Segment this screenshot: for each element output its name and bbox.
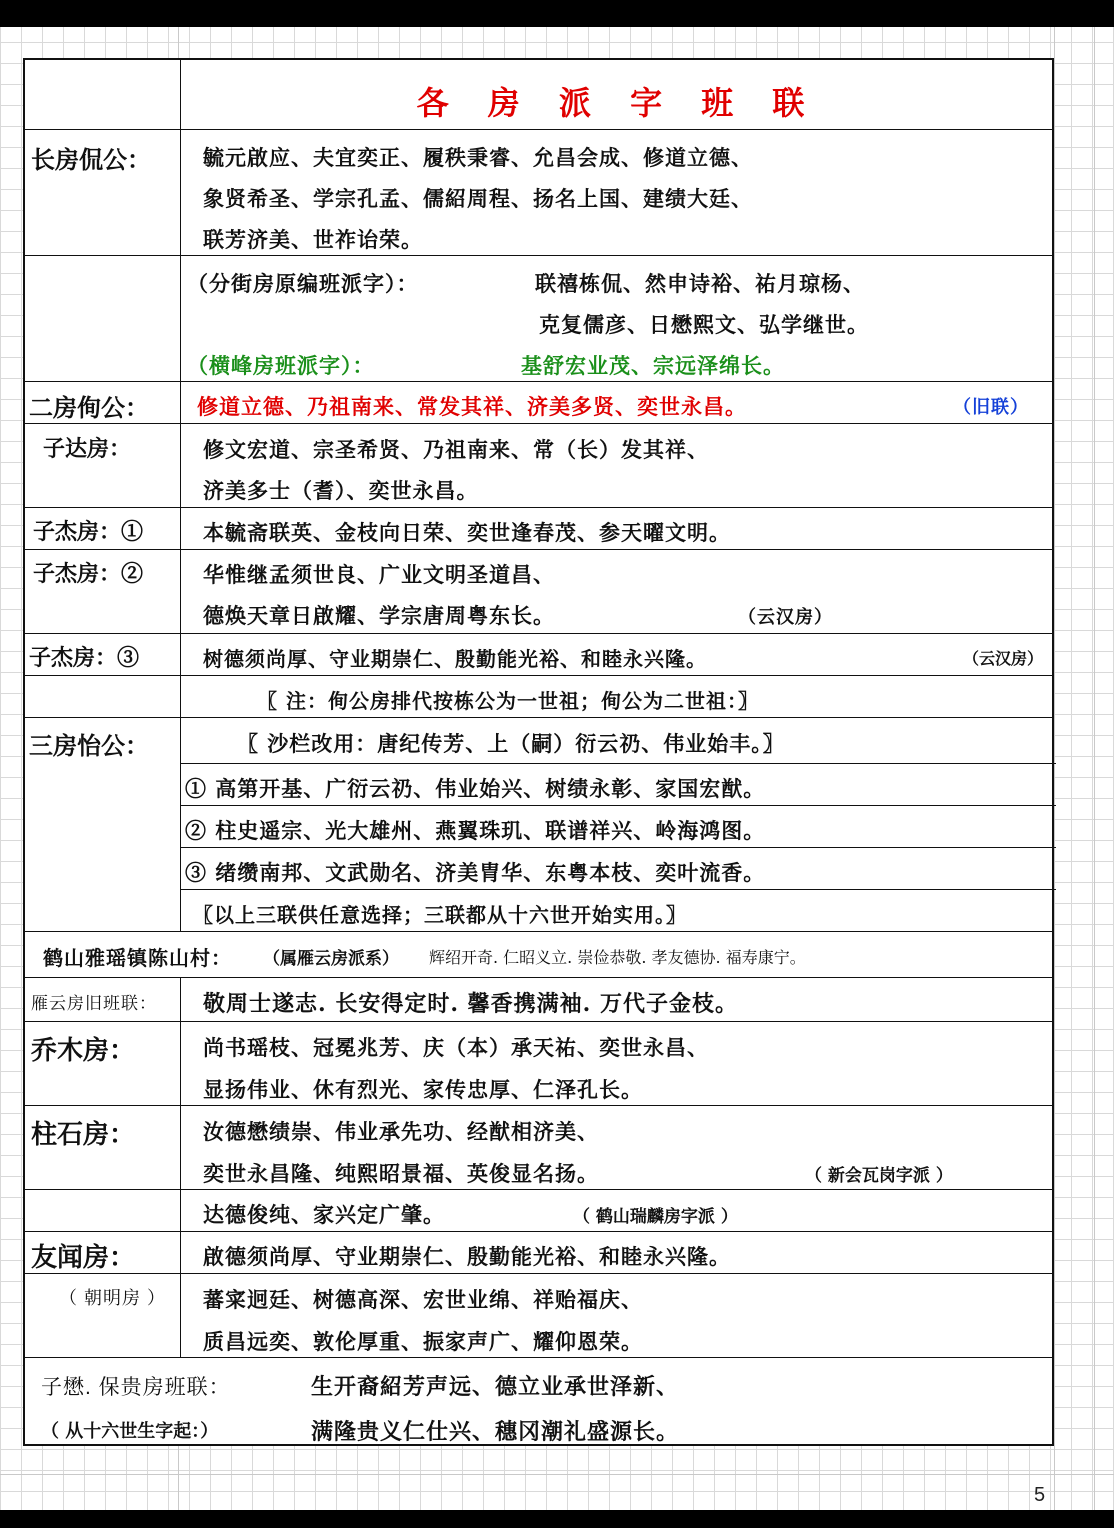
sanfang-line1-row	[181, 763, 1056, 805]
sanfang-gaiyong: 〖 沙栏改用：唐纪传芳、上（嗣）衍云礽、伟业始丰。〗	[237, 731, 785, 756]
zhushi-label: 柱石房：	[31, 1120, 136, 1150]
title-row	[25, 60, 1052, 129]
zijie2-line-2: 德焕天章日啟耀、学宗唐周粤东长。	[203, 603, 555, 628]
yanyun-row	[25, 977, 1052, 1021]
zijie3-note: （云汉房）	[963, 649, 1044, 668]
youwen-line-3: 质昌远奕、敦伦厚重、振家声广、耀仰恩荣。	[203, 1329, 643, 1354]
sanfang-line-2: ② 柱史遥宗、光大雄州、燕翼珠玑、联谱祥兴、岭海鸿图。	[185, 818, 766, 843]
zimao-label-2: （ 从十六世生字起：）	[41, 1421, 219, 1442]
sanfang-line2-row	[181, 805, 1056, 847]
sanfang-note-row	[181, 889, 1056, 931]
zida-line-2: 济美多士（耆）、奕世永昌。	[203, 478, 479, 503]
sanfang-line-3: ③ 绪缵南邦、文武勋名、济美胄华、东粤本枝、奕叶流香。	[185, 860, 766, 885]
erfang-note: （旧联）	[953, 397, 1029, 418]
zhushi-line-3: 达德俊纯、家兴定广肇。	[203, 1202, 445, 1227]
fenjie-row	[25, 255, 1052, 381]
changfang-label: 长房侃公：	[31, 145, 151, 174]
erfang-label: 二房侚公：	[29, 393, 149, 422]
hengfeng-label: （横峰房班派字）：	[187, 353, 375, 378]
zhushi-row	[25, 1105, 1052, 1189]
zijie2-label: 子杰房：②	[33, 561, 144, 587]
zijie3-label: 子杰房：③	[29, 645, 140, 671]
youwen-line-2: 蕃寀迥廷、树德高深、宏世业绵、祥贻福庆、	[203, 1287, 643, 1312]
youwen-row	[25, 1231, 1052, 1273]
heshan-row	[25, 931, 1052, 977]
heshan-text: 辉绍开奇. 仁昭义立. 崇俭恭敬. 孝友德协. 福寿康宁。	[429, 948, 806, 967]
bottom-black-bar	[0, 1510, 1114, 1528]
erfang-row	[25, 381, 1052, 423]
youwen-label: 友闻房：	[31, 1243, 136, 1273]
zijie2-row	[25, 549, 1052, 633]
changfang-line-3: 联芳济美、世祚诒荣。	[203, 227, 423, 252]
zijie3-text: 树德须尚厚、守业期崇仁、殷勤能光裕、和睦永兴隆。	[203, 647, 707, 671]
heshan-label: 鹤山雅瑶镇陈山村：	[43, 946, 232, 970]
fenjie-label: （分街房原编班派字）：	[187, 271, 419, 296]
zhu-row	[25, 675, 1052, 717]
zimao-line-1: 生开裔紹芳声远、德立业承世泽新、	[311, 1374, 680, 1400]
erfang-text: 修道立德、乃祖南来、常发其祥、济美多贤、奕世永昌。	[197, 394, 747, 419]
sanfang-row	[25, 717, 1052, 763]
changfang-line-1: 毓元啟应、夫宜奕正、履秩秉睿、允昌会成、修道立德、	[203, 145, 753, 170]
fenjie-line-2: 克复儒彦、日懋熙文、弘学继世。	[539, 312, 869, 337]
zida-label: 子达房：	[43, 436, 132, 462]
zijie2-line-1: 华惟继孟须世良、广业文明圣道昌、	[203, 562, 555, 587]
zida-line-1: 修文宏道、宗圣希贤、乃祖南来、常（长）发其祥、	[203, 437, 709, 462]
top-black-bar	[0, 0, 1114, 27]
zijie1-label: 子杰房：①	[33, 519, 144, 545]
sanfang-line3-row	[181, 847, 1056, 889]
zhu-text: 〖 注：侚公房排代按栋公为一世祖；侚公为二世祖：〗	[257, 689, 759, 713]
youwen-sub: （ 朝明房 ）	[59, 1288, 167, 1308]
qiaomu-label: 乔木房：	[31, 1036, 136, 1066]
lineage-table	[23, 58, 1054, 1446]
zimao-row	[25, 1357, 1052, 1448]
zijie2-note: （云汉房）	[738, 607, 833, 628]
yanyun-text: 敬周士遂志. 长安得定时. 馨香携满袖. 万代子金枝。	[203, 991, 738, 1017]
youwen-row-2	[25, 1273, 1052, 1357]
zida-row	[25, 423, 1052, 507]
page-number: 5	[1034, 1484, 1046, 1506]
heshan-sub: （属雁云房派系）	[263, 949, 399, 969]
zimao-label-1: 子懋. 保贵房班联：	[41, 1376, 231, 1399]
hengfeng-text: 基舒宏业茂、宗远泽绵长。	[521, 353, 785, 378]
sanfang-label: 三房怡公：	[29, 731, 149, 760]
zhushi-note-2: （ 新会瓦岗字派 ）	[805, 1166, 953, 1186]
fenjie-line-1: 联禧栋侃、然申诗裕、祐月琼杨、	[535, 271, 865, 296]
zhushi-row-3	[25, 1189, 1052, 1231]
sanfang-note: 〖以上三联供任意选择；三联都从十六世开始实用。〗	[193, 903, 687, 927]
sanfang-line-1: ① 高第开基、广衍云礽、伟业始兴、树绩永彰、家国宏猷。	[185, 776, 766, 801]
qiaomu-row	[25, 1021, 1052, 1105]
zijie1-text: 本毓斋联英、金枝向日荣、奕世逢春茂、参天曜文明。	[203, 520, 731, 545]
zijie1-row	[25, 507, 1052, 549]
zhushi-line-2: 奕世永昌隆、纯熙昭景福、英俊显名扬。	[203, 1161, 599, 1186]
qiaomu-line-2: 显扬伟业、休有烈光、家传忠厚、仁泽孔长。	[203, 1077, 643, 1102]
zijie3-row	[25, 633, 1052, 675]
yanyun-label: 雁云房旧班联：	[31, 994, 157, 1013]
zhushi-note-3: （ 鹤山瑞麟房字派 ）	[573, 1207, 738, 1227]
changfang-row	[25, 129, 1052, 255]
zimao-line-2: 满隆贵义仁仕兴、穗冈潮礼盛源长。	[311, 1419, 680, 1445]
page-title: 各 房 派 字 班 联	[416, 84, 819, 122]
changfang-line-2: 象贤希圣、学宗孔孟、儒紹周程、扬名上国、建绩大廷、	[203, 186, 753, 211]
grid-column-line	[1094, 27, 1095, 1510]
qiaomu-line-1: 尚书瑶枝、冠冕兆芳、庆（本）承天祐、奕世永昌、	[203, 1035, 709, 1060]
youwen-line-1: 啟德须尚厚、守业期崇仁、殷勤能光裕、和睦永兴隆。	[203, 1244, 731, 1269]
zhushi-line-1: 汝德懋绩崇、伟业承先功、经猷相济美、	[203, 1119, 599, 1144]
grid-row-line	[0, 1474, 1114, 1475]
